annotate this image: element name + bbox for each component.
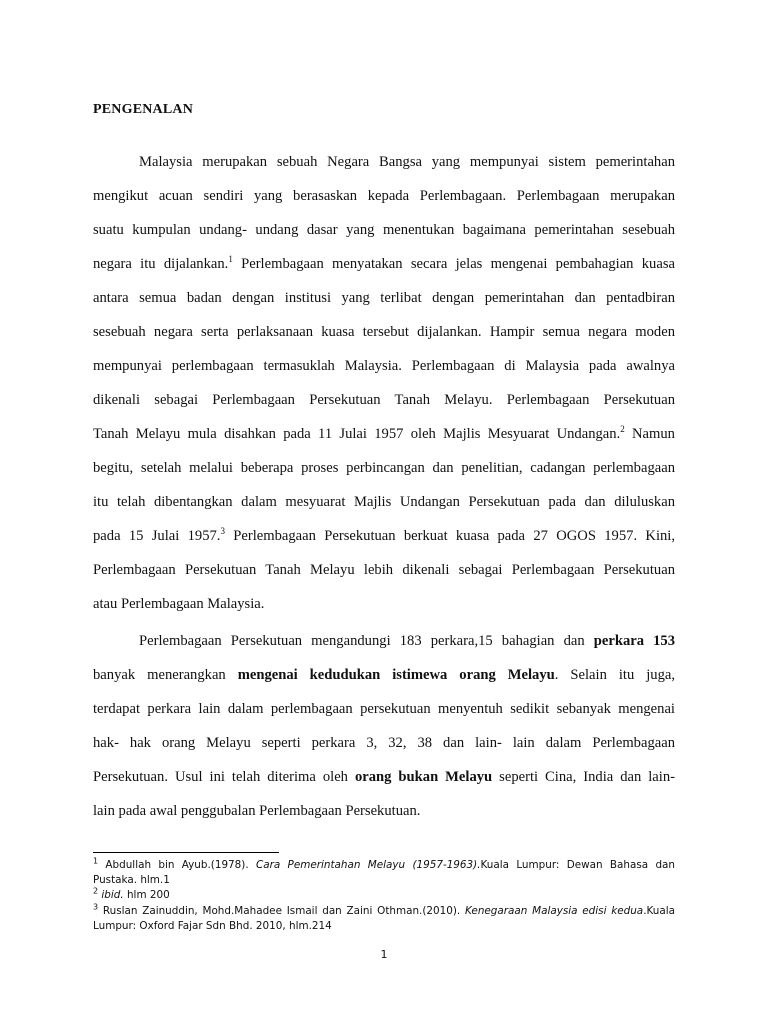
text-segment: .Kuala <box>643 904 675 917</box>
bold-text: orang bukan Melayu <box>354 769 493 785</box>
page-number: 1 <box>380 948 388 961</box>
section-heading: PENGENALAN <box>93 102 194 117</box>
paragraph-line: Perlembagaan Persekutuan Tanah Melayu lebih dikenali sebagai Perlembagaan Persekutuan <box>93 562 675 578</box>
italic-title: Cara Pemerintahan Melayu (1957-1963). <box>255 859 481 871</box>
paragraph-line <box>93 624 675 658</box>
paragraph-line: hak- hak orang Melayu seperti perkara 3, 32, 38 dan lain- lain dalam Perlembagaan <box>93 735 675 751</box>
text-segment: Persekutuan. Usul ini telah diterima oleh <box>93 769 355 785</box>
text-segment: Perlembagaan Persekutuan berkuat kuasa pada 27 OGOS 1957. Kini, <box>224 528 675 544</box>
footnote-1 <box>93 858 675 873</box>
paragraph-line <box>93 658 675 692</box>
paragraph-line: sesebuah negara serta perlaksanaan kuasa tersebut dijalankan. Hampir semua negara moden <box>93 324 675 340</box>
italic-title: Kenegaraan Malaysia edisi kedua <box>464 904 644 917</box>
text-segment: Namun <box>624 426 675 442</box>
text-segment: . Selain itu juga, <box>554 667 675 683</box>
paragraph-line <box>93 519 675 553</box>
text-segment: negara itu dijalankan. <box>93 256 229 272</box>
footnote-3 <box>93 904 675 919</box>
text-segment: banyak menerangkan <box>93 667 238 683</box>
text-segment: Tanah Melayu mula disahkan pada 11 Julai 1957 oleh Majlis Mesyuarat Undangan. <box>93 426 621 442</box>
paragraph-line: begitu, setelah melalui beberapa proses perbincangan dan penelitian, cadangan perlembagaan <box>93 460 675 476</box>
footnote-1-cont: Pustaka. hlm.1 <box>93 874 170 887</box>
paragraph-1 <box>93 145 675 621</box>
paragraph-line: mengikut acuan sendiri yang berasaskan kepada Perlembagaan. Perlembagaan merupakan <box>93 188 675 204</box>
footnote-ref-3: 3 <box>220 526 225 537</box>
footnote-3-cont: Lumpur: Oxford Fajar Sdn Bhd. 2010, hlm.214 <box>93 919 332 932</box>
text-segment: Ruslan Zainuddin, Mohd.Mahadee Ismail dan Zaini Othman.(2010). <box>98 904 465 917</box>
paragraph-line <box>93 760 675 794</box>
footnote-ref-1: 1 <box>228 254 233 265</box>
text-segment: hlm 200 <box>123 889 170 902</box>
text-segment: pada 15 Julai 1957. <box>93 528 221 544</box>
paragraph-line: Malaysia merupakan sebuah Negara Bangsa yang mempunyai sistem pemerintahan <box>139 154 675 170</box>
paragraph-line: mempunyai perlembagaan termasuklah Malaysia. Perlembagaan di Malaysia pada awalnya <box>93 358 675 374</box>
footnote-number: 2 <box>93 886 99 896</box>
footnotes <box>93 858 675 934</box>
bold-text: perkara 153 <box>593 633 675 649</box>
paragraph-line: dikenali sebagai Perlembagaan Persekutuan Tanah Melayu. Perlembagaan Persekutuan <box>93 392 675 408</box>
paragraph-line: terdapat perkara lain dalam perlembagaan persekutuan menyentuh sedikit sebanyak mengenai <box>93 701 675 717</box>
bold-text: mengenai kedudukan istimewa orang Melayu <box>237 667 555 683</box>
text-segment: Perlembagaan menyatakan secara jelas mengenai pembahagian kuasa <box>232 256 675 272</box>
paragraph-line: antara semua badan dengan institusi yang terlibat dengan pemerintahan dan pentadbiran <box>93 290 675 306</box>
text-segment: Abdullah bin Ayub.(1978). <box>98 859 256 871</box>
footnote-ref-2: 2 <box>620 424 625 435</box>
paragraph-line: suatu kumpulan undang- undang dasar yang menentukan bagaimana pemerintahan sesebuah <box>93 222 675 238</box>
footnote-number: 3 <box>93 902 99 912</box>
paragraph-2 <box>93 624 675 828</box>
text-segment: Perlembagaan Persekutuan mengandungi 183 perkara,15 bahagian dan <box>139 633 594 649</box>
text-segment: seperti Cina, India dan lain- <box>492 769 675 785</box>
footnote-divider <box>93 852 279 853</box>
text-segment: Kuala Lumpur: Dewan Bahasa dan <box>480 859 676 871</box>
italic-title: ibid. <box>98 889 124 902</box>
paragraph-line: atau Perlembagaan Malaysia. <box>93 596 265 612</box>
paragraph-line <box>93 417 675 451</box>
paragraph-line: itu telah dibentangkan dalam mesyuarat Majlis Undangan Persekutuan pada dan diluluskan <box>93 494 675 510</box>
footnote-number: 1 <box>93 856 99 866</box>
footnote-2 <box>93 888 675 903</box>
paragraph-line: lain pada awal penggubalan Perlembagaan Persekutuan. <box>93 803 421 819</box>
paragraph-line <box>93 247 675 281</box>
